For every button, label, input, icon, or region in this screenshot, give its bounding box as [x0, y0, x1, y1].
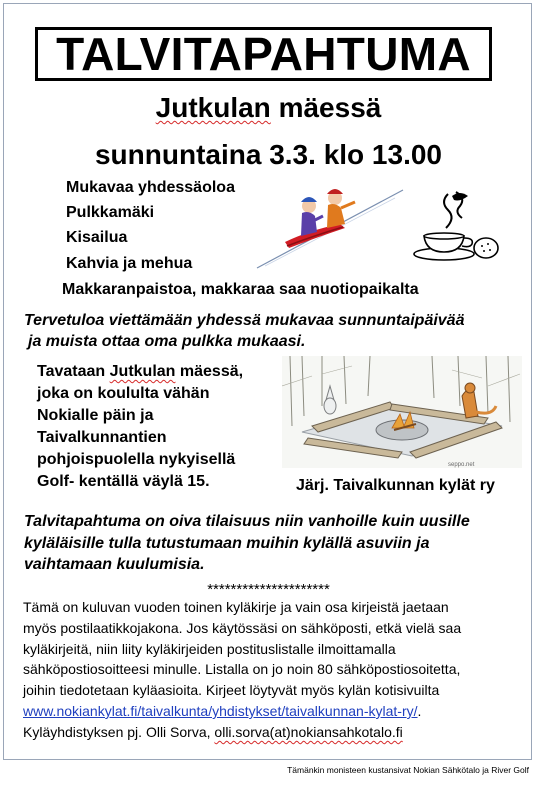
activity-item: Pulkkamäki	[66, 204, 155, 221]
newsletter-line: sähköpostiosoitteesi minulle. Listalla on jo noin 80 sähköpostiosoitetta,	[23, 661, 461, 678]
activity-item: Makkaranpaistoa, makkaraa saa nuotiopaikalta	[62, 281, 419, 298]
subtitle-place-name: Jutkulan	[155, 92, 271, 123]
newsletter-line	[23, 701, 523, 722]
invitation-line: kyläläisille tulla tutustumaan muihin kylällä asuviin ja	[24, 534, 430, 552]
location-line: joka on koululta vähän	[37, 385, 210, 402]
location-word: mäessä,	[179, 363, 244, 380]
page-title: TALVITAPAHTUMA	[56, 28, 471, 80]
location-place-name: Jutkulan	[109, 363, 176, 380]
footer-sponsor-text: Tämänkin monisteen kustansivat Nokian Sähkötalo ja River Golf	[287, 765, 529, 775]
welcome-line: Tervetuloa viettämään yhdessä mukavaa sunnuntaipäivää	[24, 312, 465, 329]
newsletter-line	[23, 722, 523, 743]
newsletter-line: myös postilaatikkojakona. Jos käytössäsi on sähköposti, etkä vielä saa	[23, 619, 462, 636]
subtitle-date-time: sunnuntaina 3.3. klo 13.00	[94, 139, 442, 170]
newsletter-text	[23, 597, 523, 743]
location-line: pohjoispuolella nykyisellä	[37, 451, 236, 468]
invitation-line: vaihtamaan kuulumisia.	[24, 556, 205, 573]
location-line: Taivalkunnantien	[37, 429, 167, 446]
location-text	[37, 361, 297, 493]
location-line: Golf- kentällä väylä 15.	[37, 473, 210, 490]
coffee-cup-illustration	[410, 188, 500, 270]
welcome-line: ja muista ottaa oma pulkka mukaasi.	[28, 333, 306, 350]
invitation-line: Talvitapahtuma on oiva tilaisuus niin vanhoille kuin uusille	[24, 513, 470, 530]
location-word: Tavataan	[37, 363, 106, 380]
newsletter-line: Tämä on kuluvan vuoden toinen kyläkirje ja vain osa kirjeistä jaetaan	[23, 599, 449, 615]
image-credit: seppo.net	[448, 462, 475, 468]
newsletter-punctuation: .	[417, 702, 422, 719]
separator: *********************	[207, 581, 330, 598]
activity-item: Kahvia ja mehua	[66, 255, 193, 272]
title-box	[35, 27, 492, 81]
newsletter-line: joihin tiedotetaan kyläasioita. Kirjeet löytyvät myös kylän kotisivuilta	[23, 682, 440, 699]
sledding-illustration	[255, 180, 405, 272]
subtitle-place-suffix: mäessä	[278, 92, 382, 123]
activity-item: Kisailua	[66, 229, 128, 246]
newsletter-line: kyläkirjeitä, niin liity kyläkirjeiden postituslistalle ilmoittamalla	[23, 640, 396, 657]
subtitle-location	[0, 94, 537, 122]
invitation-text	[24, 511, 470, 576]
email-address: olli.sorva(at)nokiansahkotalo.fi	[214, 723, 403, 740]
activity-item: Mukavaa yhdessäoloa	[66, 179, 235, 196]
welcome-text	[24, 310, 464, 352]
chairperson-text: Kyläyhdistyksen pj. Olli Sorva,	[23, 723, 211, 740]
organizer-text: Järj. Taivalkunnan kylät ry	[296, 477, 495, 494]
location-line	[37, 361, 297, 383]
location-line: Nokialle päin ja	[37, 407, 154, 424]
campfire-illustration	[282, 356, 522, 468]
website-link[interactable]: www.nokiankylat.fi/taivalkunta/yhdistykset/taivalkunnan-kylat-ry/	[23, 702, 418, 719]
